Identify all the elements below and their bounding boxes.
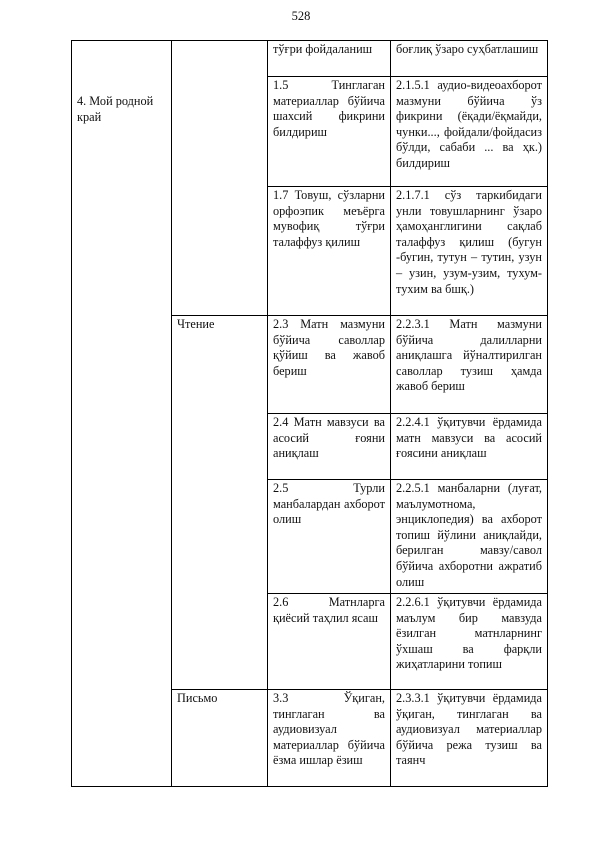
objective-cell: 2.2.4.1 ўқитувчи ёрдамида матн мавзуси ва асосий ғоясини аниқлаш	[391, 414, 548, 480]
skill-cell: 2.5 Турли манбалардан ахборот олиш	[268, 480, 391, 594]
objective-cell: 2.1.7.1 сўз таркибидаги унли товушларнинг ўзаро ҳамоҳанглигини сақлаб талаффуз қилиш (бугун -бугин, тутун – тутин, узун – узин, узум-узим, тухум-тухим ва бшқ.)	[391, 187, 548, 316]
section-cell-empty	[172, 41, 268, 316]
objective-cell: 2.2.3.1 Матн мазмуни бўйича далилларни аниқлашга йўналтирилган саволлар тузиш ҳамда жавоб бериш	[391, 316, 548, 414]
skill-cell: 2.3 Матн мазмуни бўйича саволлар қўйиш ва жавоб бериш	[268, 316, 391, 414]
section-cell: Письмо	[172, 690, 268, 787]
section-cell: Чтение	[172, 316, 268, 690]
curriculum-table	[71, 40, 548, 787]
objective-cell: 2.1.5.1 аудио-видеоахборот мазмуни бўйича ўз фикрини (ёқади/ёқмайди, чунки..., фойдали/фойдасиз бўлди, сабаби ... ва ҳк.) билдириш	[391, 77, 548, 187]
topic-cell: 4. Мой родной край	[72, 41, 172, 787]
skill-cell: тўғри фойдаланиш	[268, 41, 391, 77]
skill-cell: 1.5 Тинглаган материаллар бўйича шахсий фикрини билдириш	[268, 77, 391, 187]
skill-cell: 1.7 Товуш, сўзларни орфоэпик меъёрга мувофиқ тўғри талаффуз қилиш	[268, 187, 391, 316]
page-number: 528	[291, 9, 311, 23]
objective-cell: 2.3.3.1 ўқитувчи ёрдамида ўқиган, тинглаган ва аудиовизуал материаллар бўйича режа тузиш ва таянч	[391, 690, 548, 787]
table-row	[72, 41, 548, 77]
skill-cell: 2.4 Матн мавзуси ва асосий ғояни аниқлаш	[268, 414, 391, 480]
objective-cell: 2.2.6.1 ўқитувчи ёрдамида маълум бир мавзуда ёзилган матнларнинг ўхшаш ва фарқли жиҳатларини топиш	[391, 594, 548, 690]
skill-cell: 2.6 Матнларга қиёсий таҳлил ясаш	[268, 594, 391, 690]
skill-cell: 3.3 Ўқиган, тинглаган ва аудиовизуал материаллар бўйича ёзма ишлар ёзиш	[268, 690, 391, 787]
objective-cell: 2.2.5.1 манбаларни (луғат, маълумотнома, энциклопедия) ва ахборот топиш йўлини аниқлайди, берилган мавзу/савол бўйича ахборотни ажратиб олиш	[391, 480, 548, 594]
objective-cell: боғлиқ ўзаро суҳбатлашиш	[391, 41, 548, 77]
